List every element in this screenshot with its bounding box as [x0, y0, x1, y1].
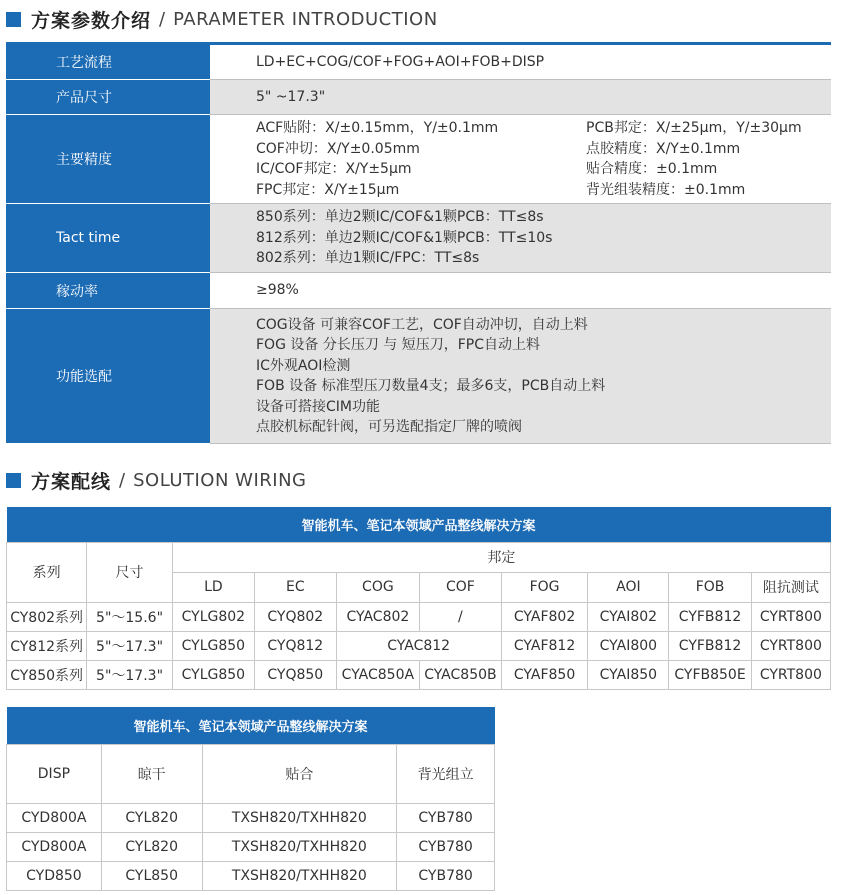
option-line: IC外观AOI检测: [256, 357, 351, 374]
section-separator: /: [119, 470, 126, 491]
cell-size: 5"～15.6": [87, 602, 173, 631]
section-title-en: PARAMETER INTRODUCTION: [173, 9, 438, 30]
cell-series: CY850系列: [7, 660, 87, 689]
cell-impedance: CYRT800: [751, 631, 830, 660]
wiring-table-2: [6, 707, 495, 891]
cell-drying: CYL820: [101, 803, 202, 832]
param-label: 工艺流程: [6, 45, 210, 80]
precision-text: 点胶精度：X/Y±0.1mm: [586, 140, 741, 157]
cell-cog: CYAC850A: [336, 660, 419, 689]
precision-text: IC/COF邦定：X/Y±5μm: [256, 161, 412, 177]
cell-fog: CYAF850: [501, 660, 588, 689]
cell-ld: CYLG802: [172, 602, 254, 631]
table-row: [7, 602, 831, 631]
table-row: [7, 832, 495, 861]
option-line: COG设备 可兼容COF工艺，COF自动冲切，自动上料: [256, 316, 588, 333]
section-title-cn: 方案配线: [31, 471, 112, 493]
precision-text: 贴合精度：±0.1mm: [586, 161, 718, 177]
cell-fog: CYAF802: [501, 602, 588, 631]
cell-impedance: CYRT800: [751, 660, 830, 689]
header-ld: LD: [172, 572, 254, 602]
param-label: Tact time: [6, 204, 210, 273]
param-label: 功能选配: [6, 309, 210, 444]
header-ec: EC: [254, 572, 336, 602]
option-line: 设备可搭接CIM功能: [256, 398, 380, 415]
param-value: 5" ~17.3": [210, 80, 831, 114]
cell-drying: CYL820: [101, 832, 202, 861]
header-bonding: 邦定: [172, 542, 830, 572]
header-lamination: 贴合: [202, 744, 397, 803]
section-title-en: SOLUTION WIRING: [133, 470, 307, 491]
header-fog: FOG: [501, 572, 588, 602]
cell-cof: /: [420, 602, 502, 631]
param-row-uptime: [6, 273, 831, 309]
cell-fob: CYFB850E: [669, 660, 751, 689]
param-label: 主要精度: [6, 115, 210, 204]
cell-cog: CYAC802: [336, 602, 419, 631]
precision-text: COF冲切：X/Y±0.05mm: [256, 140, 420, 157]
cell-size: 5"～17.3": [87, 660, 173, 689]
precision-text: FPC邦定：X/Y±15μm: [256, 181, 400, 198]
parameter-table: [6, 42, 831, 444]
section-title-cn: 方案参数介绍: [31, 10, 152, 32]
cell-ec: CYQ802: [254, 602, 336, 631]
param-row-precision: [6, 115, 831, 204]
cell-ld: CYLG850: [172, 660, 254, 689]
header-drying: 晾干: [101, 744, 202, 803]
precision-text: 背光组装精度：±0.1mm: [586, 181, 746, 198]
cell-aoi: CYAI850: [588, 660, 669, 689]
header-backlight: 背光组立: [397, 744, 495, 803]
section-separator: /: [159, 9, 166, 30]
param-value: [210, 309, 831, 443]
tact-line: 850系列：单边2颗IC/COF&1颗PCB：TT≤8s: [256, 209, 544, 226]
header-fob: FOB: [669, 572, 751, 602]
cell-backlight: CYB780: [397, 861, 495, 890]
cell-lamination: TXSH820/TXHH820: [202, 861, 397, 890]
header-size: 尺寸: [87, 542, 173, 602]
cell-fob: CYFB812: [669, 631, 751, 660]
param-row-tact-time: [6, 204, 831, 273]
wiring-table-title: 智能机车、笔记本领域产品整线解决方案: [7, 507, 831, 542]
cell-lamination: TXSH820/TXHH820: [202, 832, 397, 861]
param-value: [210, 115, 831, 203]
cell-aoi: CYAI800: [588, 631, 669, 660]
param-value: LD+EC+COG/COF+FOG+AOI+FOB+DISP: [210, 45, 831, 79]
header-series: 系列: [7, 542, 87, 602]
cell-disp: CYD800A: [7, 803, 102, 832]
table-row: [7, 861, 495, 890]
cell-size: 5"～17.3": [87, 631, 173, 660]
cell-impedance: CYRT800: [751, 602, 830, 631]
tact-line: 802系列：单边1颗IC/FPC：TT≤8s: [256, 250, 480, 267]
header-impedance: 阻抗测试: [751, 572, 830, 602]
tact-line: 812系列：单边2颗IC/COF&1颗PCB：TT≤10s: [256, 229, 553, 246]
table-row: [7, 803, 495, 832]
section-marker-icon: [6, 12, 21, 27]
param-label: 稼动率: [6, 273, 210, 309]
section-wiring-header: [6, 467, 307, 494]
param-label: 产品尺寸: [6, 80, 210, 115]
cell-lamination: TXSH820/TXHH820: [202, 803, 397, 832]
header-disp: DISP: [7, 744, 102, 803]
cell-disp: CYD800A: [7, 832, 102, 861]
param-value: [210, 204, 831, 272]
option-line: 点胶机标配针阀，可另选配指定厂牌的喷阀: [256, 419, 522, 435]
cell-ec: CYQ812: [254, 631, 336, 660]
cell-ec: CYQ850: [254, 660, 336, 689]
table-row: [7, 631, 831, 660]
precision-text: PCB邦定：X/±25μm，Y/±30μm: [586, 120, 802, 136]
cell-disp: CYD850: [7, 861, 102, 890]
cell-aoi: CYAI802: [588, 602, 669, 631]
wiring-table-1: [6, 507, 831, 690]
header-aoi: AOI: [588, 572, 669, 602]
cell-fog: CYAF812: [501, 631, 588, 660]
cell-fob: CYFB812: [669, 602, 751, 631]
cell-cog-cof: CYAC812: [336, 631, 501, 660]
cell-backlight: CYB780: [397, 832, 495, 861]
cell-cof: CYAC850B: [420, 660, 502, 689]
section-marker-icon: [6, 473, 21, 488]
option-line: FOB 设备 标准型压刀数量4支；最多6支，PCB自动上料: [256, 378, 606, 394]
param-row-size: [6, 80, 831, 115]
cell-backlight: CYB780: [397, 803, 495, 832]
cell-series: CY802系列: [7, 602, 87, 631]
param-row-options: [6, 309, 831, 444]
precision-text: ACF贴附：X/±0.15mm，Y/±0.1mm: [256, 120, 499, 136]
cell-series: CY812系列: [7, 631, 87, 660]
cell-drying: CYL850: [101, 861, 202, 890]
table-row: [7, 660, 831, 689]
section-parameter-header: [6, 6, 438, 33]
cell-ld: CYLG850: [172, 631, 254, 660]
param-value: ≥98%: [210, 273, 831, 308]
wiring-table-title: 智能机车、笔记本领域产品整线解决方案: [7, 707, 495, 744]
header-cof: COF: [420, 572, 502, 602]
param-row-process: [6, 45, 831, 80]
option-line: FOG 设备 分长压刀 与 短压刀，FPC自动上料: [256, 337, 540, 353]
header-cog: COG: [336, 572, 419, 602]
